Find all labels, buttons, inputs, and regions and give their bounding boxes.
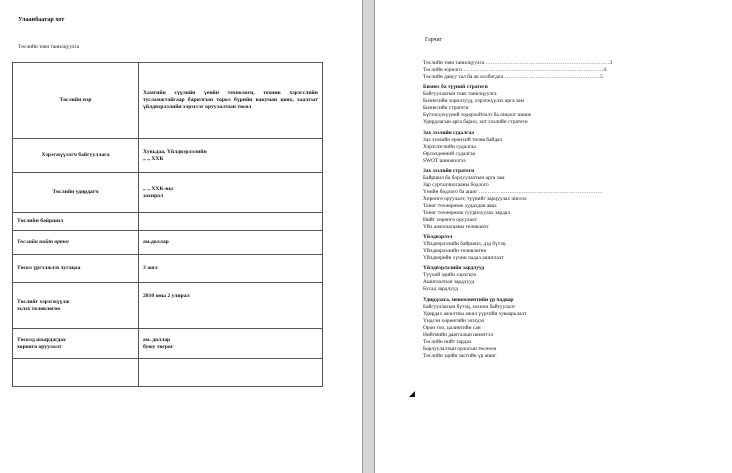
- toc-entry: Төслийн зорилго ……………………………………………………………………4: [423, 67, 607, 73]
- row-value: 2010 оны 2 улирал: [139, 283, 323, 329]
- toc-entry: Өрсөлдөөний судалгаа: [423, 150, 476, 157]
- toc-entry: Орон тоо, цалингийн сан: [423, 324, 481, 331]
- row-value-line: буюу төгрөг: [143, 343, 174, 350]
- toc-entry: Хэрэглэгчийн судалгаа: [423, 143, 476, 150]
- table-row: [13, 231, 323, 255]
- document-subtitle: Төслийн товч танилцуулга: [18, 44, 80, 50]
- toc-entry: Удирдах ажилтны ажил үүргийн хуваарьлалт: [423, 310, 527, 317]
- toc-entry: Түүхий эдийн хэрэгцээ: [423, 272, 477, 279]
- row-label: [13, 283, 139, 329]
- table-row: [13, 139, 323, 173]
- table-row: [13, 63, 323, 139]
- toc-section-heading: Зах зээлийн судалгаа: [423, 129, 475, 136]
- document-page-left: [0, 0, 362, 473]
- toc-entry: Байршил ба борлуулалтын арга зам: [423, 174, 505, 181]
- row-value: [139, 173, 323, 213]
- row-value: [139, 329, 323, 359]
- row-value: [139, 63, 323, 139]
- row-label: Төслийн байршил: [13, 213, 139, 231]
- table-row: [13, 173, 323, 213]
- row-label: Төсөл үргэлжлэх хугацаа: [13, 255, 139, 283]
- toc-section-heading: Бизнес ба түүний стратеги: [423, 84, 488, 91]
- table-row: [13, 255, 323, 283]
- row-value-line: захирал: [143, 192, 164, 199]
- toc-entry: Байгууллагын товч танилцуулга: [423, 91, 497, 98]
- row-label-line: Төсөлд шаардагдах: [17, 336, 66, 343]
- toc-entry: Байгууллагын бүтэц, зохион байгуулалт: [423, 303, 516, 310]
- toc-entry: Зар сурталчилгааны бодлого: [423, 181, 489, 188]
- toc-entry: Үйлдвэрийн хүчин чадал ашиглалт: [423, 255, 504, 262]
- toc-heading: Гарчиг: [425, 37, 442, 43]
- toc-entry: Хөрөнгө оруулалт, түүнийг зарцуулах чиглэл: [423, 195, 527, 202]
- row-label: Төслийн нэр: [13, 63, 139, 139]
- toc-entry: Ашиглалтын зардлууд: [423, 279, 475, 286]
- table-row: [13, 359, 323, 387]
- toc-entry: Үнийн бодлого ба ашиг ……………………………………………………………: [423, 188, 603, 195]
- toc-entry: Нийт хөрөнгө оруулалт: [423, 216, 477, 223]
- page-gap: [362, 0, 375, 473]
- toc-entry: Төслийн эдийн засгийн үр ашиг: [423, 352, 497, 359]
- toc-entry: Үйлдвэрлэлийн байршил, дэд бүтэц: [423, 241, 506, 248]
- row-value-line: Хувьдаа, Үйлдвэрлэлийн: [143, 148, 207, 155]
- row-value: 3 жил: [139, 255, 323, 283]
- toc-entry: Үйлдвэрлэлийн төлөвлөгөө: [423, 248, 487, 255]
- toc-entry: Тоног төхөөрөмж суурилуулах зардал: [423, 209, 511, 216]
- toc-entry: Үндсэн хөрөнгийн элэгдэл: [423, 317, 485, 324]
- row-value-line: ам. доллар: [143, 336, 171, 343]
- document-title: Улаанбаатар хот: [18, 16, 65, 23]
- row-value-line: „ „ ХХК-ны: [143, 185, 173, 192]
- toc-entry: Борлуулалтын орлогын төсөөлө: [423, 345, 497, 352]
- toc-entry: Төслийн товч танилцуулга ……………………………………………………………3: [423, 60, 613, 66]
- row-label: Төслийн удирдагч: [13, 173, 139, 213]
- toc-entry: Бусад зардлууд: [423, 286, 458, 293]
- table-row: [13, 213, 323, 231]
- toc-entry: Удирдлагын арга барил, хот хээлийн стратеги: [423, 119, 528, 126]
- row-label: Төслийн нийт өртөг: [13, 231, 139, 255]
- toc-entry: Төслийн нийт зардал: [423, 338, 472, 345]
- toc-section-heading: Үйлдвэрлэлийн зардлууд: [423, 265, 485, 272]
- row-value: [139, 139, 323, 173]
- row-value: [139, 213, 323, 231]
- row-value: ам.доллар: [139, 231, 323, 255]
- table-of-contents: [423, 60, 703, 360]
- row-label: [13, 359, 139, 387]
- document-page-right: [375, 0, 732, 473]
- toc-entry: Төслийн давуу тал ба ач холбогдол………………………………………………5: [423, 74, 603, 80]
- toc-entry: Тоног төхөөрөмж худалдан авах: [423, 202, 497, 209]
- project-name-text: Хамгийн сүүлийн үеийн технологи, техник хэрэгслийн тусламжтайгаар барилгын торол бүрийн вакуман цонх, хаалгыг үйлдвэрлэлийн хэрэгсэг оруулалтын төсөл: [143, 90, 318, 110]
- row-value: [139, 359, 323, 387]
- toc-entry: Үйл ажиллагааны төлөвлөлт: [423, 223, 489, 230]
- row-label: [13, 329, 139, 359]
- toc-entry: Бизнесийн зорилтууд, хэрэгжүүлэх арга зам: [423, 98, 524, 105]
- toc-section-heading: Зах зээлийн стратеги: [423, 167, 475, 174]
- toc-entry: Нийгмийн даатгалын шимтгэл: [423, 331, 494, 338]
- toc-entry: SWOT шинжилгээ: [423, 157, 466, 164]
- toc-entry: Бүтээгдэхүүний тодорхойлолт ба онцлог шинж: [423, 112, 532, 119]
- row-label-line: эхлэх төлөвлөгөө: [17, 305, 61, 312]
- row-label-line: Төслийг хэрэгжүүлж: [17, 298, 70, 305]
- toc-entry: Бизнесийн стратеги: [423, 105, 469, 112]
- row-label-line: хөрөнгө оруулалт: [17, 343, 62, 350]
- table-row: [13, 329, 323, 359]
- toc-entry: Зах зээлийн ерөнхий төлөв байдал: [423, 136, 503, 143]
- toc-section-heading: Үйлдвэрлэл: [423, 234, 453, 241]
- table-row: [13, 283, 323, 329]
- row-label: Хэрэгжүүлэгч байгууллага: [13, 139, 139, 173]
- project-summary-table: [12, 62, 323, 387]
- mouse-cursor-icon: [409, 391, 415, 397]
- row-value-line: „ „ ХХК: [143, 155, 164, 162]
- toc-section-heading: Удирдлага, менежментийн үр чадвар: [423, 296, 514, 303]
